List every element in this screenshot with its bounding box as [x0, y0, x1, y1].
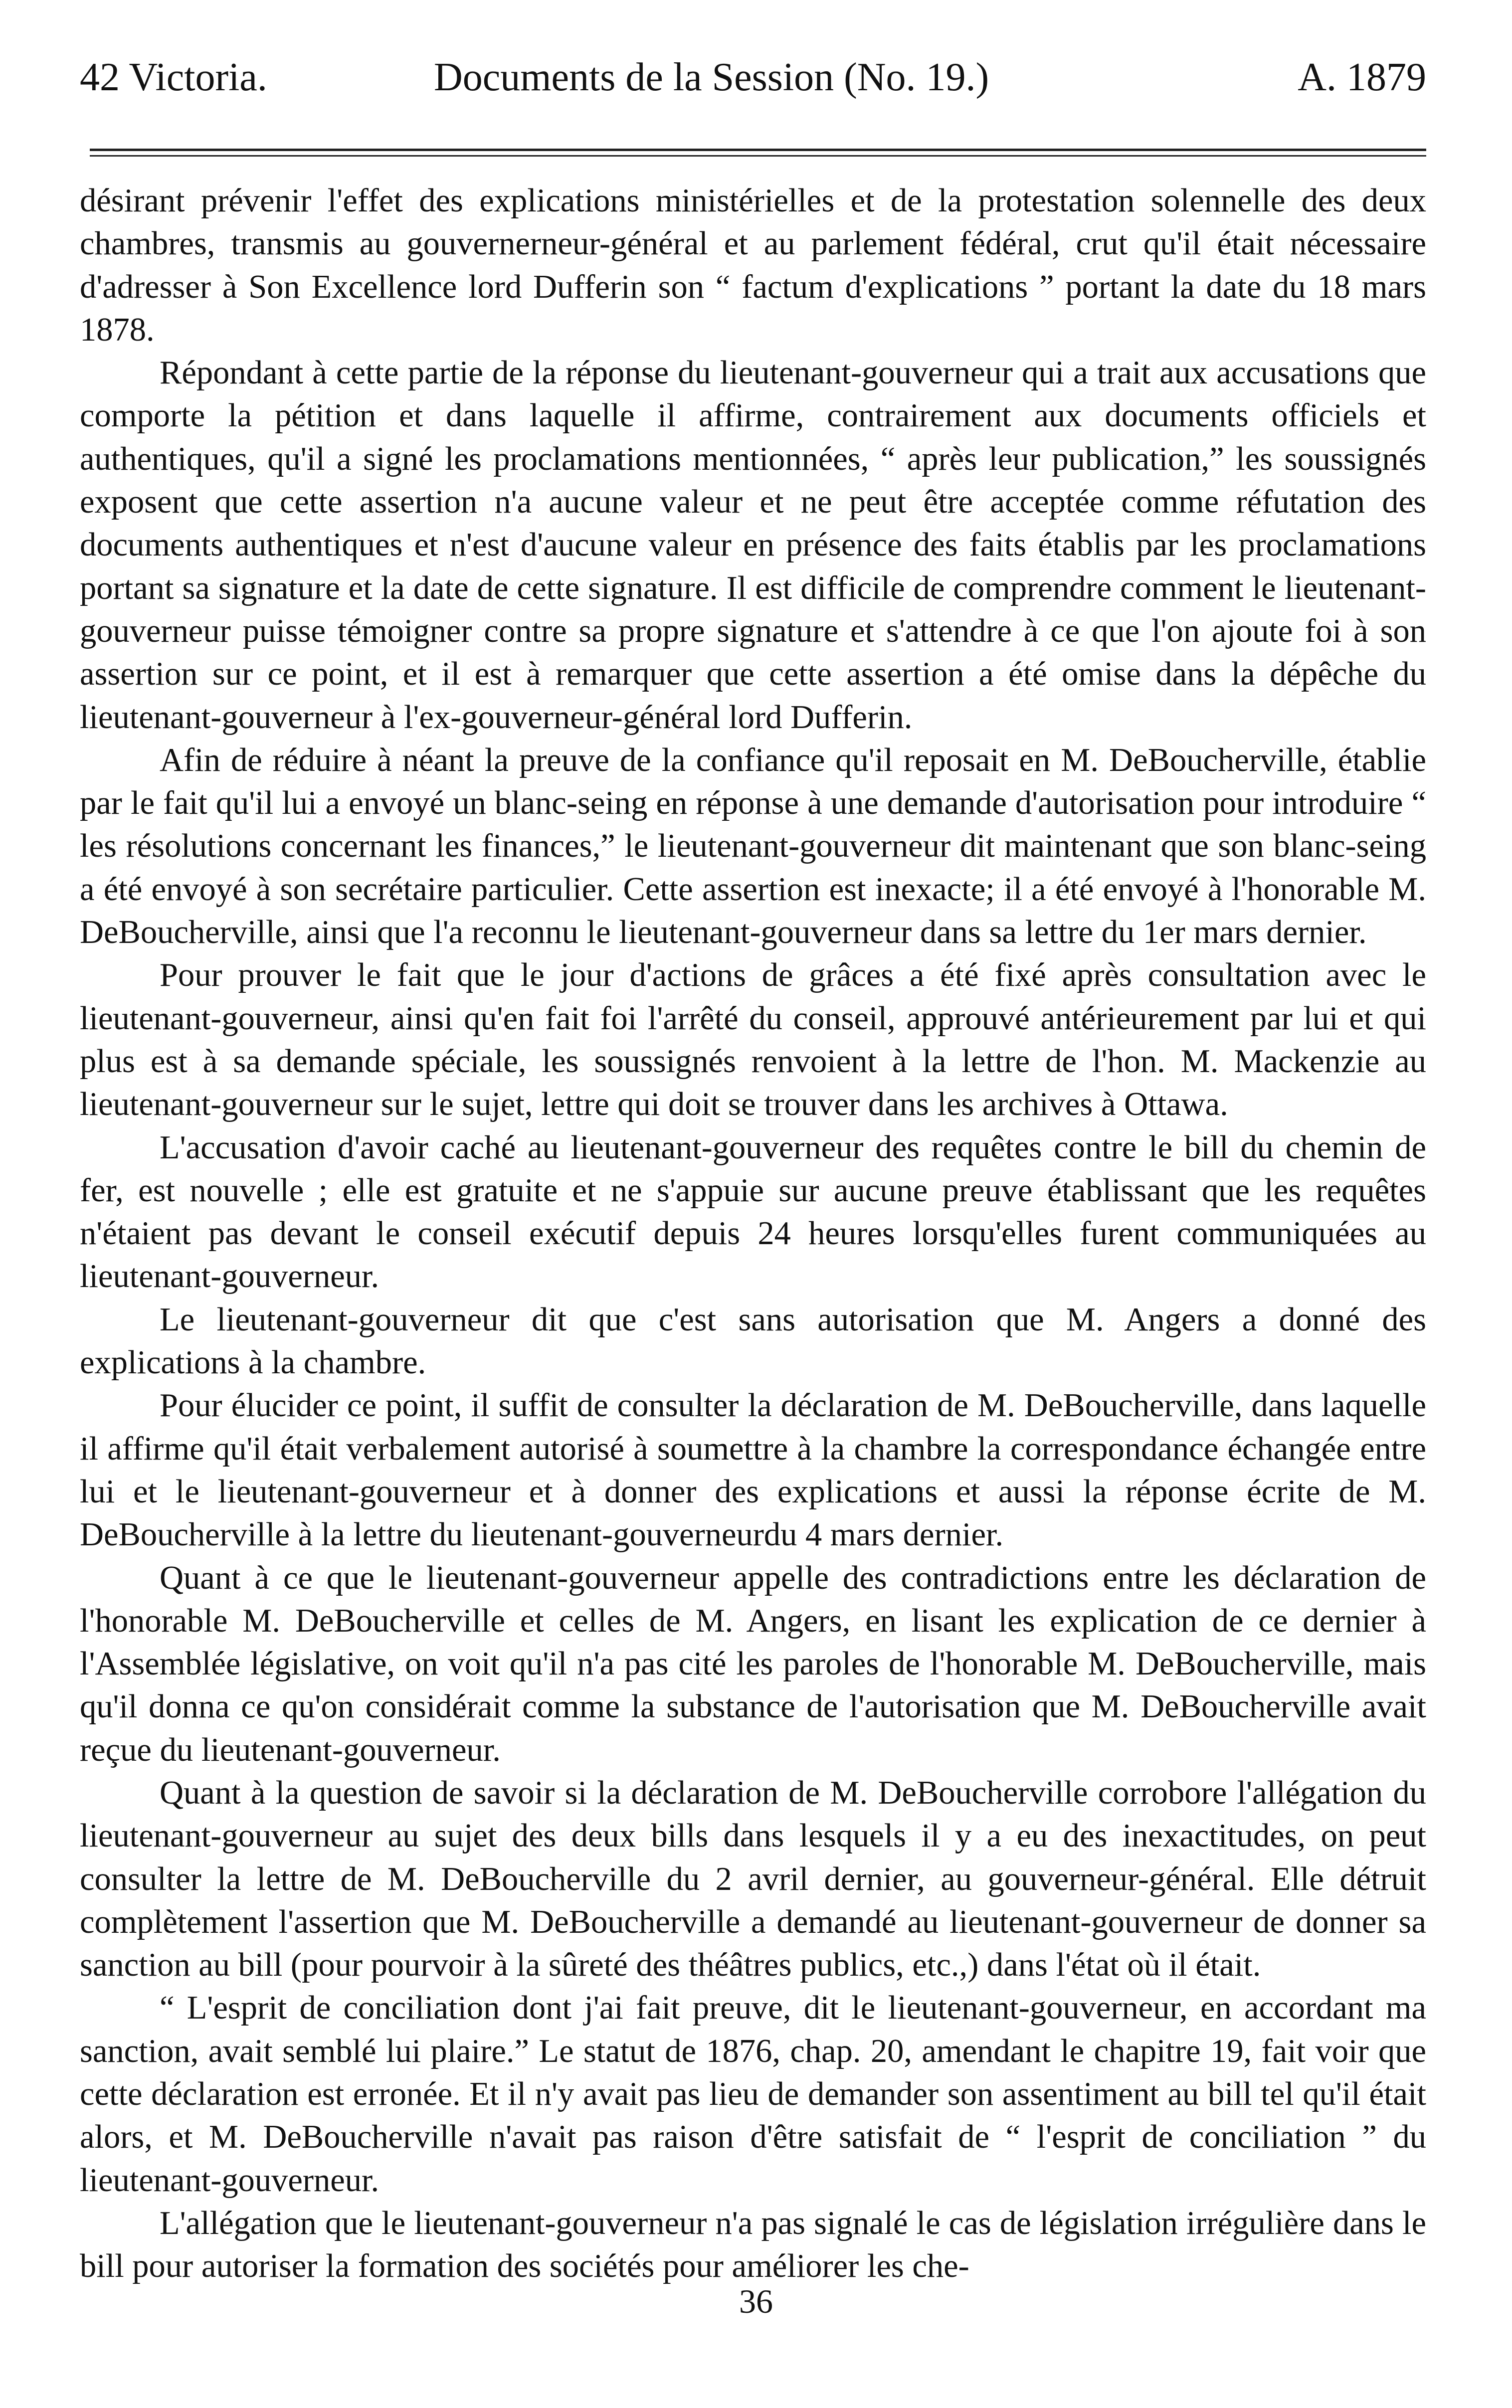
paragraph: Répondant à cette partie de la réponse du lieutenant-gouverneur qui a trait aux accusations que comporte la pétition et dans laquelle il affirme, contrairement aux documents officiels et authentiques, qu'il a signé les proclamations mentionnées, “ après leur publication,” les soussignés exposent que cette assertion n'a aucune valeur et ne peut être acceptée comme réfutation des documents authentiques et n'est d'aucune valeur en présence des faits établis par les proclamations portant sa signature et la date de cette signature. Il est difficile de comprendre comment le lieutenant-gouverneur puisse témoigner contre sa propre signature et s'attendre à ce que l'on ajoute foi à son assertion sur ce point, et il est à remarquer que cette assertion a été omise dans la dépêche du lieutenant-gouverneur à l'ex-gouverneur-général lord Dufferin.: [80, 355, 1426, 736]
paragraph: Quant à ce que le lieutenant-gouverneur appelle des contradictions entre les déclaration de l'honorable M. DeBoucherville et celles de M. Angers, en lisant les explication de ce dernier à l'Assemblée législative, on voit qu'il n'a pas cité les paroles de l'honorable M. DeBoucherville, mais qu'il donna ce qu'on considérait comme la substance de l'autorisation que M. DeBoucherville avait reçue du lieutenant-gouverneur.: [80, 1559, 1426, 1768]
paragraph: L'accusation d'avoir caché au lieutenant-gouverneur des requêtes contre le bill du chemin de fer, est nouvelle ; elle est gratuite et ne s'appuie sur aucune preuve établissant que les requêtes n'étaient pas devant le conseil exécutif depuis 24 heures lorsqu'elles furent communiquées au lieutenant-gouverneur.: [80, 1129, 1426, 1295]
body-text: [80, 180, 1426, 2288]
page-number: 36: [739, 2282, 773, 2320]
header-year: A. 1879: [1298, 55, 1426, 99]
header-rule-top: [90, 149, 1426, 151]
running-header: [80, 50, 1426, 105]
paragraph: Le lieutenant-gouverneur dit que c'est sans autorisation que M. Angers a donné des explications à la chambre.: [80, 1301, 1426, 1381]
header-volume: 42 Victoria.: [80, 55, 267, 99]
header-title: Documents de la Session (No. 19.): [434, 55, 989, 99]
paragraph: Pour prouver le fait que le jour d'actions de grâces a été fixé après consultation avec le lieutenant-gouverneur, ainsi qu'en fait foi l'arrêté du conseil, approuvé antérieurement par lui et qui plus est à sa demande spéciale, les soussignés renvoient à la lettre de l'hon. M. Mackenzie au lieutenant-gouverneur sur le sujet, lettre qui doit se trouver dans les archives à Ottawa.: [80, 957, 1426, 1123]
paragraph: désirant prévenir l'effet des explications ministérielles et de la protestation solennelle des deux chambres, transmis au gouvernerneur-général et au parlement fédéral, crut qu'il était nécessaire d'adresser à Son Excellence lord Dufferin son “ factum d'explications ” portant la date du 18 mars 1878.: [80, 183, 1426, 348]
paragraph: Quant à la question de savoir si la déclaration de M. DeBoucherville corrobore l'allégation du lieutenant-gouverneur au sujet des deux bills dans lesquels il y a eu des inexactitudes, on peut consulter la lettre de M. DeBoucherville du 2 avril dernier, au gouverneur-général. Elle détruit complètement l'assertion que M. DeBoucherville a demandé au lieutenant-gouverneur de donner sa sanction au bill (pour pourvoir à la sûreté des théâtres publics, etc.,) dans l'état où il était.: [80, 1774, 1426, 1984]
paragraph: Afin de réduire à néant la preuve de la confiance qu'il reposait en M. DeBoucherville, établie par le fait qu'il lui a envoyé un blanc-seing en réponse à une demande d'autorisation pour introduire “ les résolutions concernant les finances,” le lieutenant-gouverneur dit maintenant que son blanc-seing a été envoyé à son secrétaire particulier. Cette assertion est inexacte; il a été envoyé à l'honorable M. DeBoucherville, ainsi que l'a reconnu le lieutenant-gouverneur dans sa lettre du 1er mars dernier.: [80, 741, 1426, 951]
paragraph: L'allégation que le lieutenant-gouverneur n'a pas signalé le cas de législation irrégulière dans le bill pour autoriser la formation des sociétés pour améliorer les che-: [80, 2205, 1426, 2285]
paragraph: “ L'esprit de conciliation dont j'ai fait preuve, dit le lieutenant-gouverneur, en accordant ma sanction, avait semblé lui plaire.” Le statut de 1876, chap. 20, amendant le chapitre 19, fait voir que cette déclaration est erronée. Et il n'y avait pas lieu de demander son assentiment au bill tel qu'il était alors, et M. DeBoucherville n'avait pas raison d'être satisfait de “ l'esprit de conciliation ” du lieutenant-gouverneur.: [80, 1990, 1426, 2199]
paragraph: Pour élucider ce point, il suffit de consulter la déclaration de M. DeBoucherville, dans laquelle il affirme qu'il était verbalement autorisé à soumettre à la chambre la correspondance échangée entre lui et le lieutenant-gouverneur et à donner des explications et aussi la réponse écrite de M. DeBoucherville à la lettre du lieutenant-gouverneurdu 4 mars dernier.: [80, 1387, 1426, 1553]
header-rule-bottom: [90, 155, 1426, 157]
